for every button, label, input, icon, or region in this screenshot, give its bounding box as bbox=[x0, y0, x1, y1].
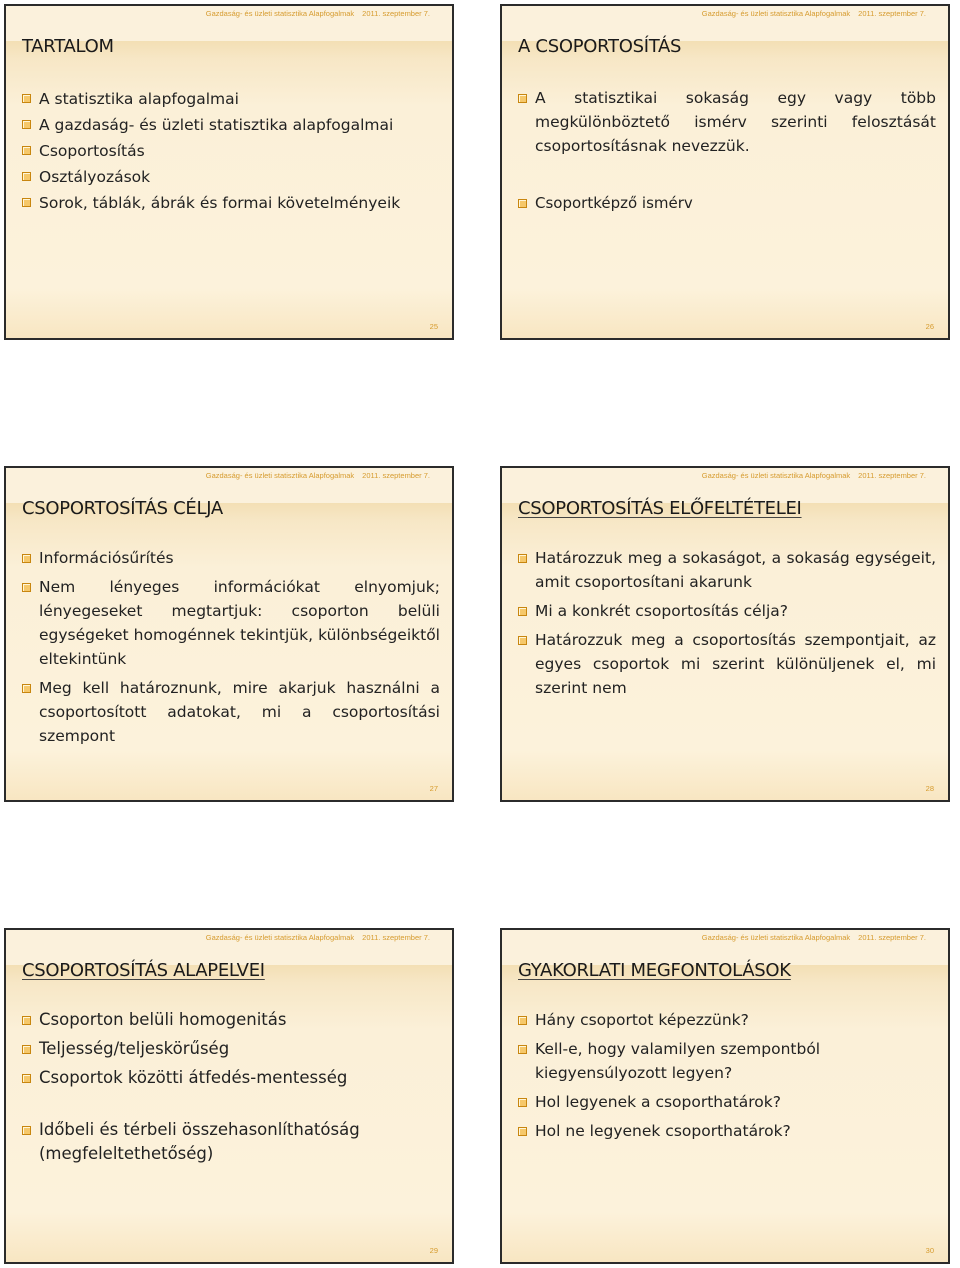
slide-30 bbox=[500, 928, 950, 1264]
list-item: Mi a konkrét csoportosítás célja? bbox=[518, 599, 936, 623]
square-bullet-icon bbox=[518, 1098, 527, 1107]
square-bullet-icon bbox=[518, 636, 527, 645]
square-bullet-icon bbox=[22, 1074, 31, 1083]
square-bullet-icon bbox=[22, 1045, 31, 1054]
page-number: 29 bbox=[429, 1246, 438, 1255]
slide-title: GYAKORLATI MEGFONTOLÁSOK bbox=[518, 960, 791, 981]
page-number: 28 bbox=[925, 784, 934, 793]
square-bullet-icon bbox=[518, 554, 527, 563]
header-date: 2011. szeptember 7. bbox=[858, 933, 926, 942]
slide-header bbox=[694, 471, 926, 480]
list-item: Határozzuk meg a csoportosítás szempontjait, az egyes csoportok mi szerint különüljenek el, mi szerint nem bbox=[518, 628, 936, 700]
square-bullet-icon bbox=[22, 120, 31, 129]
slide-title: CSOPORTOSÍTÁS ELŐFELTÉTELEI bbox=[518, 498, 802, 519]
list-item: Kell-e, hogy valamilyen szempontból kiegyensúlyozott legyen? bbox=[518, 1037, 868, 1085]
list-item: Nem lényeges információkat elnyomjuk; lényegeseket megtartjuk: csoporton belüli egységeket homogénnek tekintjük, különbségeiktől eltekintünk bbox=[22, 575, 440, 671]
header-course: Gazdaság- és üzleti statisztika Alapfogalmak bbox=[701, 9, 851, 18]
slide-header bbox=[694, 9, 926, 18]
list-item: Csoportok közötti átfedés-mentesség bbox=[22, 1066, 440, 1090]
header-course: Gazdaság- és üzleti statisztika Alapfogalmak bbox=[701, 933, 851, 942]
square-bullet-icon bbox=[518, 607, 527, 616]
bullet-list bbox=[518, 546, 936, 705]
slide-title: A CSOPORTOSÍTÁS bbox=[518, 36, 682, 57]
list-item: Hány csoportot képezzünk? bbox=[518, 1008, 868, 1032]
square-bullet-icon bbox=[22, 146, 31, 155]
list-item: Hol ne legyenek csoporthatárok? bbox=[518, 1119, 868, 1143]
square-bullet-icon bbox=[22, 172, 31, 181]
square-bullet-icon bbox=[22, 1016, 31, 1025]
header-course: Gazdaság- és üzleti statisztika Alapfogalmak bbox=[205, 471, 355, 480]
slide-25 bbox=[4, 4, 454, 340]
page-number: 25 bbox=[429, 322, 438, 331]
header-date: 2011. szeptember 7. bbox=[858, 9, 926, 18]
list-item: Csoportképző ismérv bbox=[518, 191, 936, 215]
header-date: 2011. szeptember 7. bbox=[362, 9, 430, 18]
slide-28 bbox=[500, 466, 950, 802]
list-item: Csoporton belüli homogenitás bbox=[22, 1008, 440, 1032]
list-item: Osztályozások bbox=[22, 164, 440, 190]
list-item: A statisztika alapfogalmai bbox=[22, 86, 440, 112]
header-course: Gazdaság- és üzleti statisztika Alapfogalmak bbox=[205, 933, 355, 942]
square-bullet-icon bbox=[518, 94, 527, 103]
list-item: Időbeli és térbeli összehasonlíthatóság (megfeleltethetőség) bbox=[22, 1118, 440, 1166]
slide-title: CSOPORTOSÍTÁS CÉLJA bbox=[22, 498, 223, 519]
bullet-list bbox=[22, 1008, 440, 1171]
header-course: Gazdaság- és üzleti statisztika Alapfogalmak bbox=[205, 9, 355, 18]
page-number: 30 bbox=[925, 1246, 934, 1255]
slide-title: CSOPORTOSÍTÁS ALAPELVEI bbox=[22, 960, 265, 981]
header-course: Gazdaság- és üzleti statisztika Alapfogalmak bbox=[701, 471, 851, 480]
square-bullet-icon bbox=[518, 1127, 527, 1136]
square-bullet-icon bbox=[22, 554, 31, 563]
square-bullet-icon bbox=[518, 199, 527, 208]
square-bullet-icon bbox=[22, 583, 31, 592]
list-item: Információsűrítés bbox=[22, 546, 440, 570]
bullet-list bbox=[518, 1008, 868, 1148]
slide-header bbox=[198, 9, 430, 18]
square-bullet-icon bbox=[518, 1045, 527, 1054]
list-item: Határozzuk meg a sokaságot, a sokaság egységeit, amit csoportosítani akarunk bbox=[518, 546, 936, 594]
slide-29 bbox=[4, 928, 454, 1264]
slide-title: TARTALOM bbox=[22, 36, 114, 57]
page-number: 27 bbox=[429, 784, 438, 793]
slide-header bbox=[198, 933, 430, 942]
square-bullet-icon bbox=[22, 684, 31, 693]
square-bullet-icon bbox=[518, 1016, 527, 1025]
header-date: 2011. szeptember 7. bbox=[362, 933, 430, 942]
list-item: Csoportosítás bbox=[22, 138, 440, 164]
bullet-list bbox=[22, 86, 440, 216]
square-bullet-icon bbox=[22, 94, 31, 103]
header-date: 2011. szeptember 7. bbox=[362, 471, 430, 480]
list-item: Meg kell határoznunk, mire akarjuk használni a csoportosított adatokat, mi a csoportosítási szempont bbox=[22, 676, 440, 748]
list-item: Teljesség/teljeskörűség bbox=[22, 1037, 440, 1061]
page-number: 26 bbox=[925, 322, 934, 331]
square-bullet-icon bbox=[22, 198, 31, 207]
bullet-list bbox=[22, 546, 440, 753]
square-bullet-icon bbox=[22, 1126, 31, 1135]
bullet-list bbox=[518, 86, 936, 220]
list-item: A statisztikai sokaság egy vagy több megkülönböztető ismérv szerinti felosztását csoportosításnak nevezzük. bbox=[518, 86, 936, 158]
list-item: Sorok, táblák, ábrák és formai követelményeik bbox=[22, 190, 440, 216]
header-date: 2011. szeptember 7. bbox=[858, 471, 926, 480]
slide-header bbox=[198, 471, 430, 480]
slide-27 bbox=[4, 466, 454, 802]
list-item: Hol legyenek a csoporthatárok? bbox=[518, 1090, 868, 1114]
slide-header bbox=[694, 933, 926, 942]
slide-26 bbox=[500, 4, 950, 340]
list-item: A gazdaság- és üzleti statisztika alapfogalmai bbox=[22, 112, 440, 138]
